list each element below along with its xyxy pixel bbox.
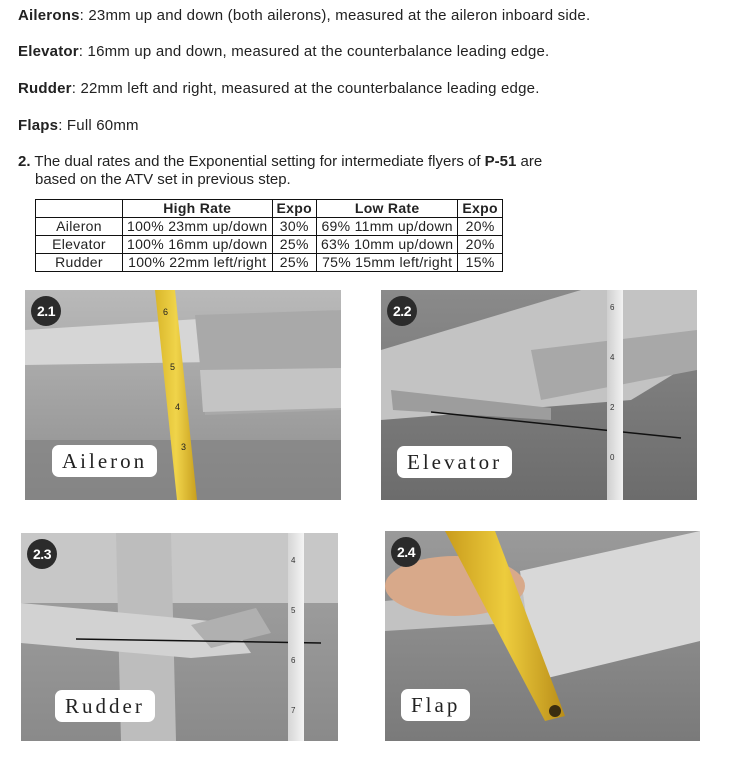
header-expo: Expo — [272, 200, 316, 218]
cell: Elevator — [36, 236, 123, 254]
table-row — [36, 218, 503, 236]
header-expo: Expo — [458, 200, 502, 218]
cell: 30% — [272, 218, 316, 236]
photo-flap — [385, 531, 700, 741]
svg-text:5: 5 — [170, 362, 176, 372]
cell: 20% — [458, 236, 502, 254]
figure-badge: 2.2 — [387, 296, 417, 326]
photo-caption: Aileron — [52, 445, 157, 477]
cell: 15% — [458, 254, 502, 272]
table-header-row — [36, 200, 503, 218]
svg-text:7: 7 — [291, 706, 296, 715]
spec-text: : 23mm up and down (both ailerons), measured at the aileron inboard side. — [79, 7, 591, 24]
header-low-rate: Low Rate — [316, 200, 457, 218]
header-high-rate: High Rate — [123, 200, 273, 218]
cell: Aileron — [36, 218, 123, 236]
svg-text:0: 0 — [610, 453, 615, 462]
cell: 20% — [458, 218, 502, 236]
svg-text:4: 4 — [175, 402, 181, 412]
spec-text: : 22mm left and right, measured at the counterbalance leading edge. — [71, 80, 540, 97]
spec-name: Elevator — [18, 43, 79, 60]
table-row — [36, 254, 503, 272]
svg-text:2: 2 — [610, 403, 615, 412]
spec-text: : Full 60mm — [58, 117, 139, 134]
step-number: 2. — [18, 153, 31, 170]
figure-badge: 2.3 — [27, 539, 57, 569]
cell: 100% 16mm up/down — [123, 236, 273, 254]
model-name: P-51 — [484, 153, 517, 170]
cell: 75% 15mm left/right — [316, 254, 457, 272]
spec-name: Flaps — [18, 117, 59, 134]
step-text-b: are — [516, 153, 543, 170]
cell: 25% — [272, 254, 316, 272]
spec-rudder — [18, 80, 540, 97]
svg-text:3: 3 — [181, 442, 187, 452]
svg-text:6: 6 — [291, 656, 296, 665]
table-row — [36, 236, 503, 254]
step-text-line2: based on the ATV set in previous step. — [35, 171, 291, 188]
photo-caption: Rudder — [55, 690, 155, 722]
spec-text: : 16mm up and down, measured at the counterbalance leading edge. — [78, 43, 550, 60]
spec-name: Rudder — [18, 80, 72, 97]
svg-text:4: 4 — [291, 556, 296, 565]
spec-name: Ailerons — [18, 7, 80, 24]
rates-table — [35, 199, 503, 272]
cell: 100% 22mm left/right — [123, 254, 273, 272]
header-blank — [36, 200, 123, 218]
spec-ailerons — [18, 7, 590, 24]
cell: 69% 11mm up/down — [316, 218, 457, 236]
spec-flaps — [18, 117, 139, 134]
step-text-a: The dual rates and the Exponential setting for intermediate flyers of — [30, 153, 485, 170]
figure-badge: 2.1 — [31, 296, 61, 326]
cell: 63% 10mm up/down — [316, 236, 457, 254]
svg-text:6: 6 — [610, 303, 615, 312]
cell: 100% 23mm up/down — [123, 218, 273, 236]
photo-rudder — [21, 533, 338, 741]
svg-text:4: 4 — [610, 353, 615, 362]
photo-elevator — [381, 290, 697, 500]
svg-text:5: 5 — [291, 606, 296, 615]
photo-caption: Flap — [401, 689, 470, 721]
svg-text:6: 6 — [163, 307, 169, 317]
cell: 25% — [272, 236, 316, 254]
photo-caption: Elevator — [397, 446, 512, 478]
figure-badge: 2.4 — [391, 537, 421, 567]
step-2-paragraph — [18, 153, 542, 189]
cell: Rudder — [36, 254, 123, 272]
photo-aileron — [25, 290, 341, 500]
spec-elevator — [18, 43, 549, 60]
